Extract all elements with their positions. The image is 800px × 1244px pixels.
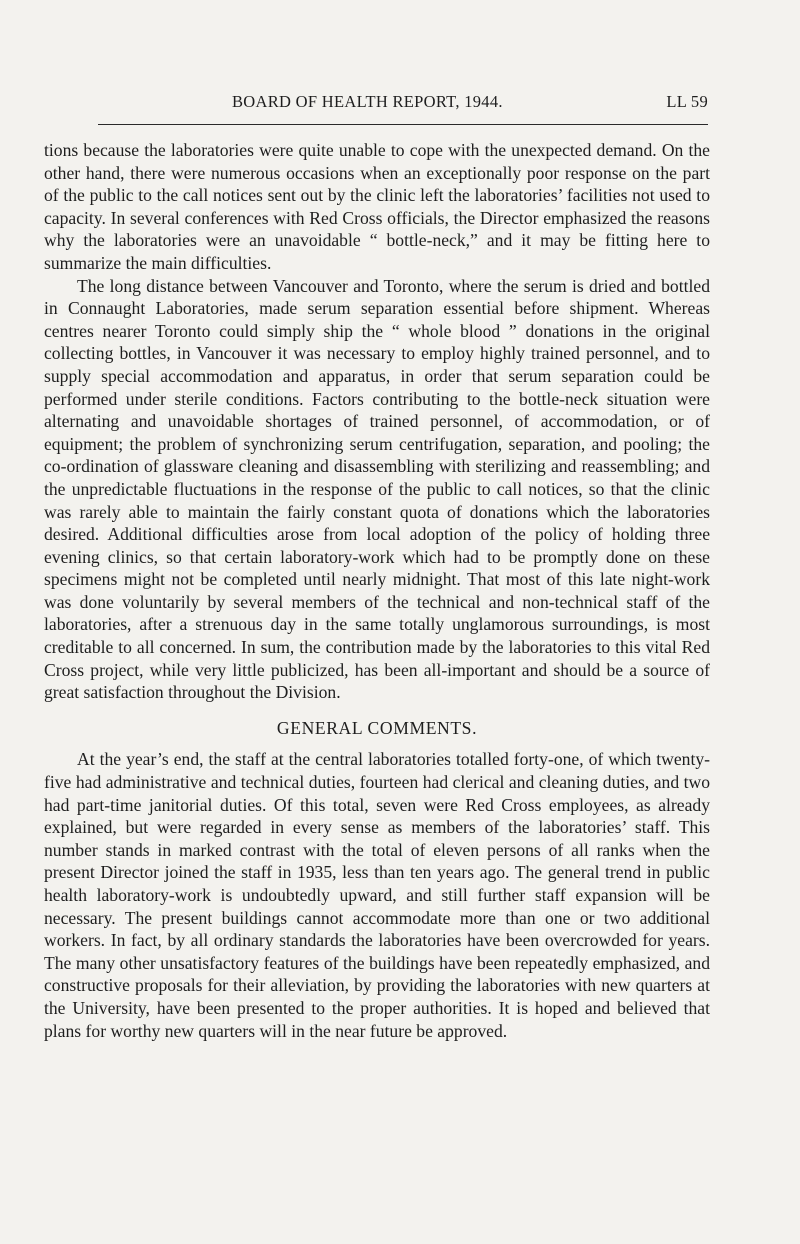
header-rule xyxy=(98,124,708,125)
section-heading: GENERAL COMMENTS. xyxy=(276,717,478,738)
page-number: LL 59 xyxy=(666,92,708,111)
running-head xyxy=(98,92,708,114)
body-text xyxy=(44,139,710,1042)
header-title: BOARD OF HEALTH REPORT, 1944. xyxy=(232,92,503,111)
paragraph-continued: tions because the laboratories were quite unable to cope with the unexpected demand. On the other hand, there were numerous occasions when an exceptionally poor response on the part of the public to the call notices sent out by the clinic left the laboratories’ facilities not used to capacity. In several conferences with Red Cross officials, the Director emphasized the reasons why the laboratories were an unavoidable “ bottle-neck,” and it may be fitting here to summarize the main difficulties. xyxy=(44,140,710,273)
paragraph-bottleneck: The long distance between Vancouver and Toronto, where the serum is dried and bottled in Connaught Laboratories, made serum separation essential before shipment. Whereas centres nearer Toronto could simply ship the “ whole blood ” donations in the original collecting bottles, in Vancouver it was necessary to employ highly trained personnel, and to supply special accommodation and apparatus, in order that serum separation could be performed under sterile conditions. Factors contributing to the bottle-neck situation were alternating and unavoidable shortages of trained personnel, of accommodation, or of equipment; the problem of synchronizing serum centrifugation, separation, and pooling; the co-ordination of glassware cleaning and disassembling with sterilizing and reassembling; and the unpredictable fluctuations in the response of the public to call notices, so that the clinic was rarely able to maintain the fairly constant quota of donations which the laboratories desired. Additional difficulties arose from local adoption of the policy of holding three evening clinics, so that certain laboratory-work which had to be promptly done on these specimens might not be completed until nearly midnight. That most of this late night-work was done voluntarily by several members of the technical and non-technical staff of the laboratories, after a strenuous day in the same totally unglamorous surroundings, is most creditable to all concerned. In sum, the contribution made by the laboratories to this vital Red Cross project, while very little publicized, has been all-important and should be a source of great satisfaction throughout the Division. xyxy=(44,275,710,703)
paragraph-general-comments: At the year’s end, the staff at the central laboratories totalled forty-one, of which twenty-five had administrative and technical duties, fourteen had clerical and cleaning duties, and two had part-time janitorial duties. Of this total, seven were Red Cross employees, as already explained, but were regarded in every sense as members of the laboratories’ staff. This number stands in marked contrast with the total of eleven persons of all ranks when the present Director joined the staff in 1935, less than ten years ago. The general trend in public health laboratory-work is undoubtedly upward, and still further staff expansion will be necessary. The present buildings cannot accommodate more than one or two additional workers. In fact, by all ordinary standards the laboratories have been overcrowded for years. The many other unsatisfactory features of the buildings have been repeatedly emphasized, and constructive proposals for their alleviation, by providing the laboratories with new quarters at the University, have been presented to the proper authorities. It is hoped and believed that plans for worthy new quarters will in the near future be approved. xyxy=(44,749,710,1041)
